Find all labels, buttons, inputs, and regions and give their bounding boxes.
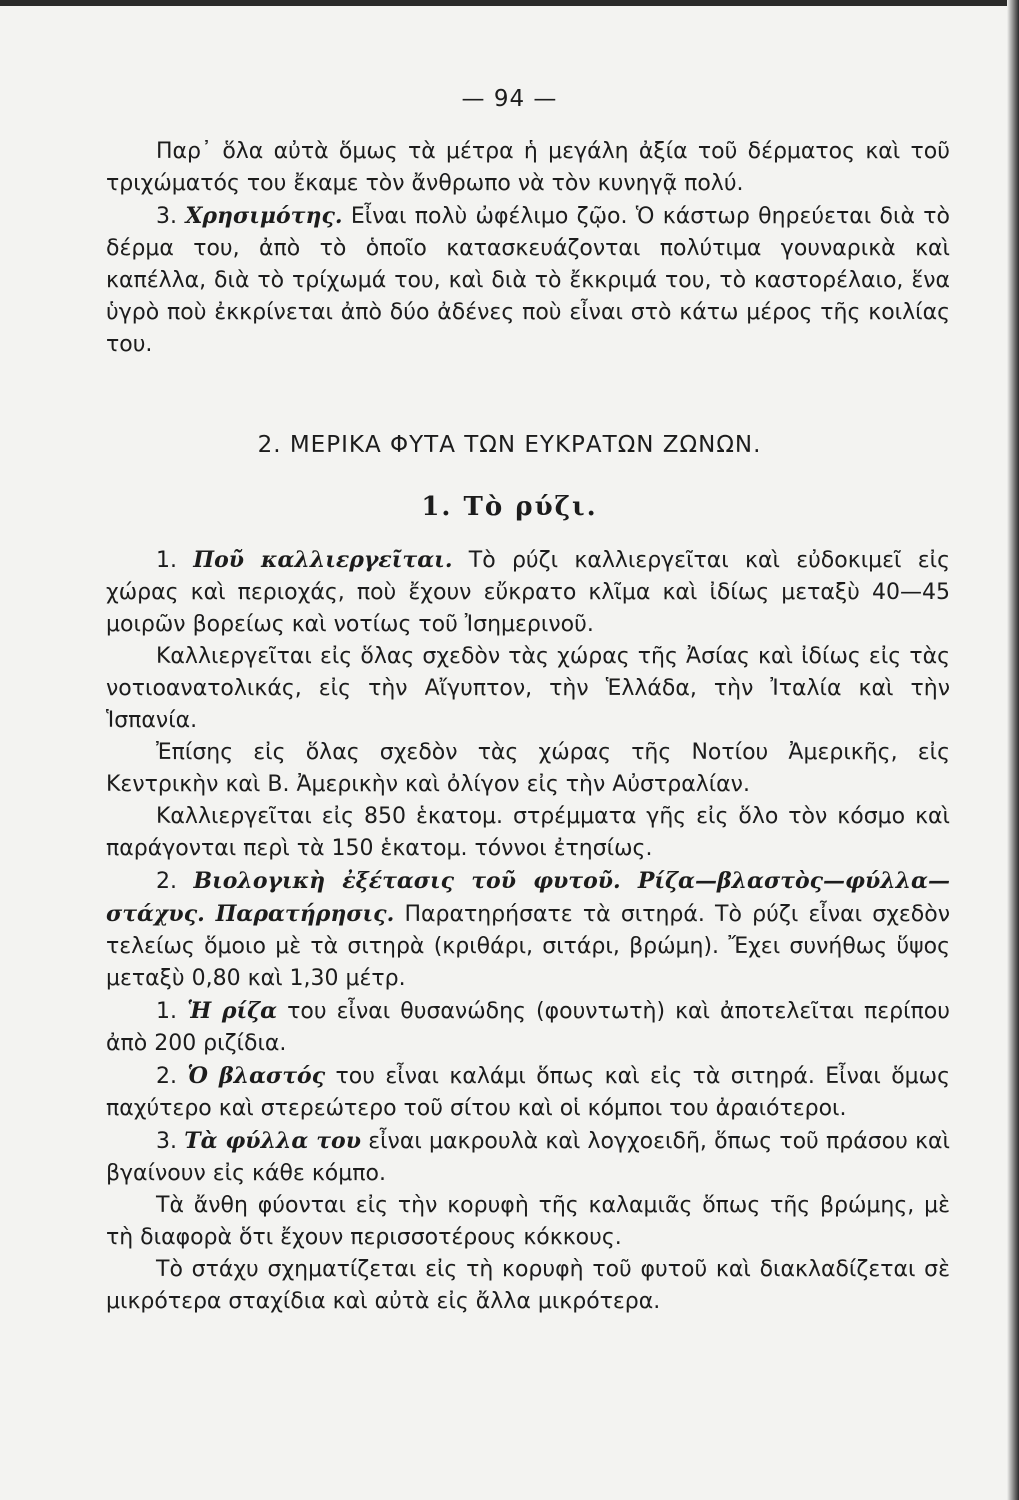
paragraph-spike: Τὸ στάχυ σχηματίζεται εἰς τὴ κορυφὴ τοῦ φυτοῦ καὶ διακλαδίζεται σὲ μικρότερα σταχίδια καὶ αὐτὰ εἰς ἄλλα μικρότερα. bbox=[106, 1257, 950, 1314]
item-number: 3. bbox=[156, 204, 177, 229]
paragraph-america: Ἐπίσης εἰς ὅλας σχεδὸν τὰς χώρας τῆς Νοτίου Ἀμερικῆς, εἰς Κεντρικὴν καὶ Β. Ἀμερικὴν καὶ ὀλίγον εἰς τὴν Αὐστραλίαν. bbox=[106, 740, 950, 797]
rice-text bbox=[106, 544, 950, 1318]
paragraph-text: εἶναι μακρουλὰ καὶ λογχοειδῆ, ὅπως τοῦ πράσου καὶ βγαίνουν εἰς κάθε κόμπο. bbox=[106, 1129, 950, 1186]
paragraph-flowers: Τὰ ἄνθη φύονται εἰς τὴν κορυφὴ τῆς καλαμιᾶς ὅπως τῆς βρώμης, μὲ τὴ διαφορὰ ὅτι ἔχουν περισσοτέρους κόκκους. bbox=[106, 1193, 950, 1250]
paragraph-text: του εἶναι θυσανώδης (φουντωτὴ) καὶ ἀποτελεῖται περίπου ἀπὸ 200 ριζίδια. bbox=[106, 999, 950, 1056]
heading-usefulness: Χρησιμότης. bbox=[185, 203, 343, 229]
page-number: — 94 — bbox=[461, 86, 558, 112]
paragraph-root bbox=[106, 995, 950, 1060]
paragraph-where-cultivated bbox=[106, 544, 950, 641]
intro-paragraph-1: Παρ᾽ ὅλα αὐτὰ ὅμως τὰ μέτρα ἡ μεγάλη ἀξία τοῦ δέρματος καὶ τοῦ τριχώματός του ἔκαμε τὸν ἄνθρωπο νὰ τὸν κυνηγᾷ πολύ. bbox=[106, 139, 950, 196]
paragraph-stem bbox=[106, 1060, 950, 1125]
paragraph-text: Εἶναι πολὺ ὠφέλιμο ζῷο. Ὁ κάστωρ θηρεύεται διὰ τὸ δέρμα του, ἀπὸ τὸ ὁποῖο κατασκευάζονται πολύτιμα γουναρικὰ καὶ καπέλλα, διὰ τὸ τρίχωμά του, καὶ διὰ τὸ ἔκκριμά του, τὸ καστορέλαιο, ἕνα ὑγρὸ ποὺ ἐκκρίνεται ἀπὸ δύο ἀδένες ποὺ εἶναι στὸ κάτω μέρος τῆς κοιλίας του. bbox=[106, 204, 950, 357]
subsection-title: 1. Τὸ ρύζι. bbox=[421, 492, 598, 522]
paragraph-production: Καλλιεργεῖται εἰς 850 ἑκατομ. στρέμματα γῆς εἰς ὅλο τὸν κόσμο καὶ παράγονται περὶ τὰ 150 ἑκατομ. τόννοι ἐτησίως. bbox=[106, 804, 950, 861]
paragraph-biology bbox=[106, 865, 950, 995]
section-title: 2. ΜΕΡΙΚΑ ΦΥΤΑ ΤΩΝ ΕΥΚΡΑΤΩΝ ΖΩΝΩΝ. bbox=[257, 432, 762, 458]
heading-root: Ἡ ρίζα bbox=[187, 998, 278, 1024]
item-number: 1. bbox=[156, 999, 177, 1024]
item-number: 3. bbox=[156, 1129, 177, 1154]
item-number: 2. bbox=[156, 1064, 177, 1089]
intro-text bbox=[106, 136, 950, 361]
heading-where-cultivated: Ποῦ καλλιεργεῖται. bbox=[193, 547, 453, 573]
paragraph-leaves bbox=[106, 1125, 950, 1190]
item-number: 2. bbox=[156, 869, 177, 894]
heading-leaves: Τὰ φύλλα του bbox=[184, 1128, 361, 1154]
heading-biology: Βιολογικὴ ἐξέτασις τοῦ φυτοῦ. Ρίζα—βλαστὸς—φύλλα—στάχυς. Παρατήρησις. bbox=[106, 868, 950, 927]
intro-paragraph-2 bbox=[106, 200, 950, 361]
paragraph-text: Τὸ ρύζι καλλιεργεῖται καὶ εὐδοκιμεῖ εἰς χώρας καὶ περιοχάς, ποὺ ἔχουν εὔκρατο κλῖμα καὶ ἰδίως μεταξὺ 40—45 μοιρῶν βορείως καὶ νοτίως τοῦ Ἰσημερινοῦ. bbox=[106, 548, 951, 637]
paragraph-text: Παρατηρήσατε τὰ σιτηρά. Τὸ ρύζι εἶναι σχεδὸν τελείως ὅμοιο μὲ τὰ σιτηρὰ (κριθάρι, σιτάρι, βρώμη). Ἔχει συνήθως ὕψος μεταξὺ 0,80 καὶ 1,30 μέτρ. bbox=[106, 902, 951, 991]
heading-stem: Ὁ βλαστός bbox=[187, 1063, 326, 1089]
paragraph-asia: Καλλιεργεῖται εἰς ὅλας σχεδὸν τὰς χώρας τῆς Ἀσίας καὶ ἰδίως εἰς τὰς νοτιοανατολικάς, εἰς τὴν Αἴγυπτον, τὴν Ἑλλάδα, τὴν Ἰταλία καὶ τὴν Ἱσπανία. bbox=[106, 644, 950, 733]
scan-edge-top bbox=[0, 0, 1019, 6]
scan-edge-right bbox=[1007, 0, 1019, 1500]
item-number: 1. bbox=[156, 548, 177, 573]
paragraph-text: του εἶναι καλάμι ὅπως καὶ εἰς τὰ σιτηρά. Εἶναι ὅμως παχύτερο καὶ στερεώτερο τοῦ σίτου καὶ οἱ κόμποι του ἀραιότεροι. bbox=[106, 1064, 951, 1121]
